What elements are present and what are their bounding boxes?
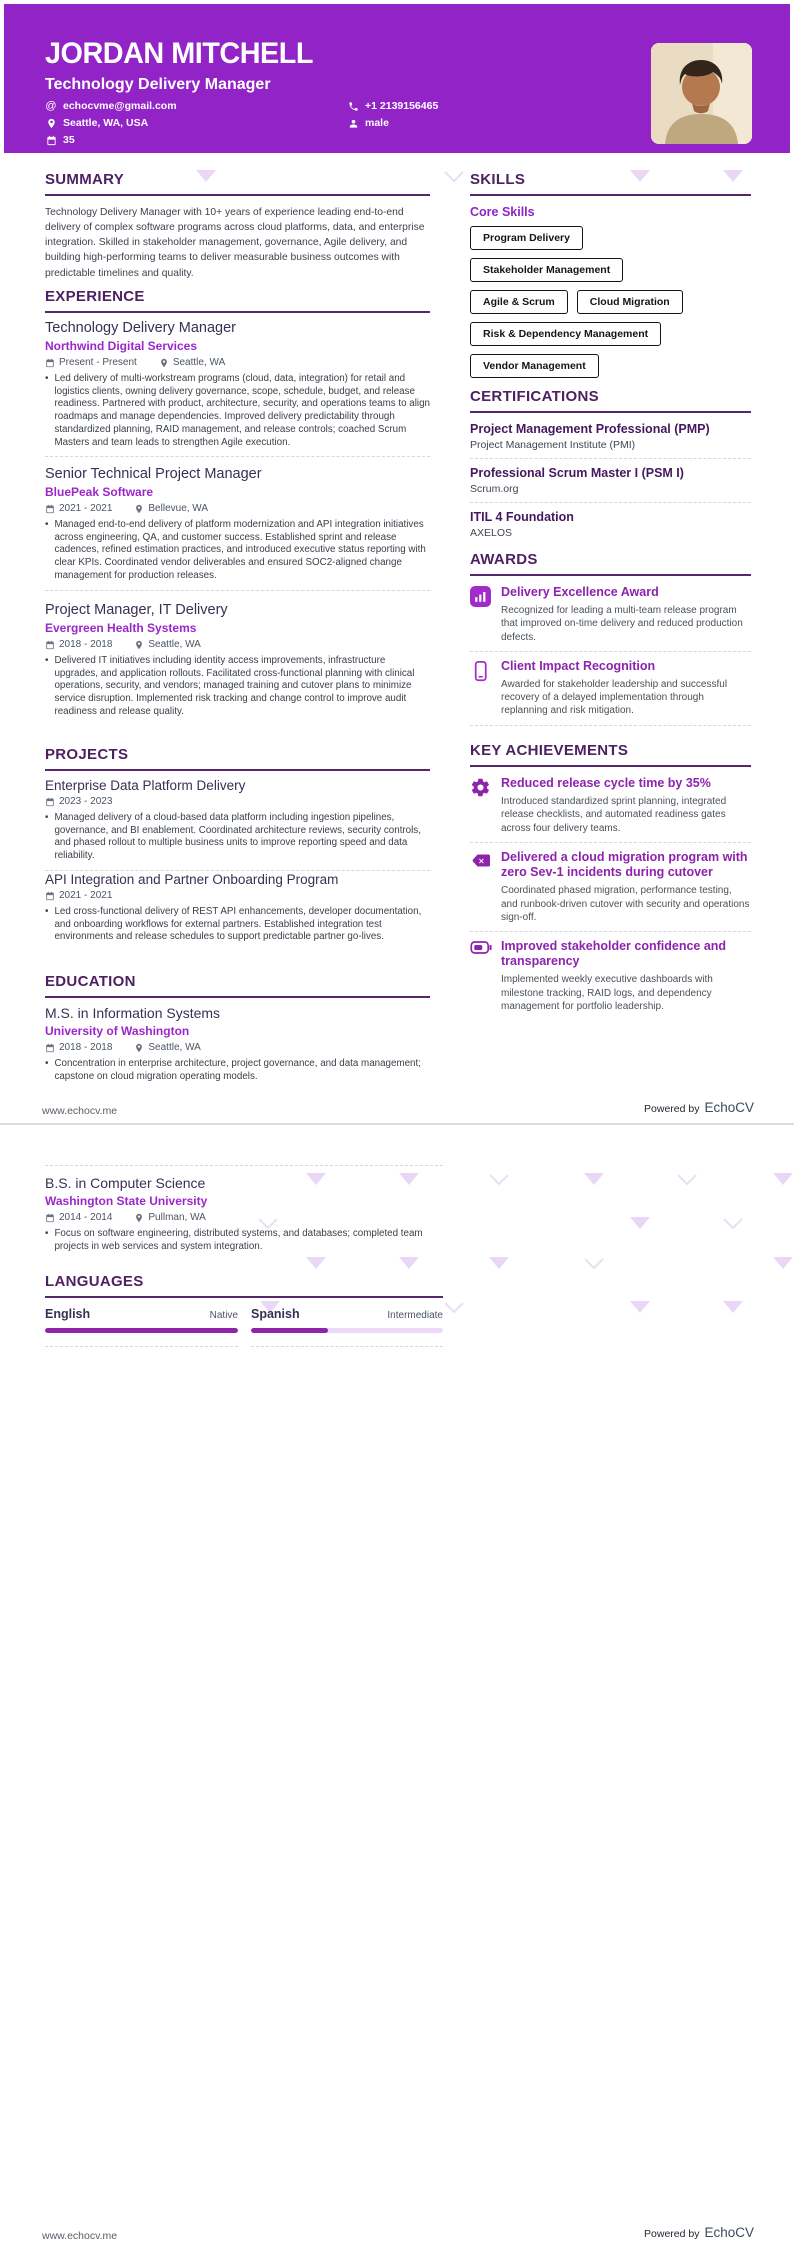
watermark-triangle xyxy=(584,1173,604,1185)
header-banner xyxy=(4,4,790,153)
achievement-entry xyxy=(470,850,751,924)
experience-entry xyxy=(45,320,430,466)
language-level: Native xyxy=(209,1310,238,1321)
profile-photo xyxy=(651,43,752,144)
date-range: 2018 - 2018 xyxy=(45,1042,112,1053)
dashed-divider xyxy=(45,590,430,591)
watermark-triangle xyxy=(723,1301,743,1313)
language-entry xyxy=(45,1307,238,1347)
achievement-description: Coordinated phased migration, performance testing, and runbook-driven cutover with security and operations sign-off. xyxy=(501,885,750,923)
contact-gender-value: male xyxy=(365,117,389,129)
candidate-name: JORDAN MITCHELL xyxy=(45,37,313,70)
watermark-triangle xyxy=(630,1301,650,1313)
resume-page-2 xyxy=(0,1123,794,2248)
summary-heading: SUMMARY xyxy=(45,171,430,196)
watermark-triangle xyxy=(677,1173,697,1191)
achievement-title: Improved stakeholder confidence and transparency xyxy=(501,938,727,969)
certifications-section xyxy=(470,388,751,539)
contact-age-value: 35 xyxy=(63,134,75,146)
skill-chip: Stakeholder Management xyxy=(470,258,623,282)
project-entry xyxy=(45,872,430,960)
phone-icon xyxy=(347,100,359,112)
candidate-title: Technology Delivery Manager xyxy=(45,76,271,93)
footer-site-url: www.echocv.me xyxy=(42,2230,118,2242)
dashed-divider xyxy=(45,1346,238,1347)
experience-section xyxy=(45,288,430,732)
language-name: English xyxy=(45,1307,91,1321)
dashed-divider xyxy=(470,725,751,726)
dashed-divider xyxy=(45,1165,443,1166)
skills-section xyxy=(470,171,751,386)
language-entry xyxy=(251,1307,443,1347)
education-bullet: • Concentration in enterprise architecture, project governance, and data management; capstone on cloud migration operating models. xyxy=(45,1058,421,1082)
certification-issuer: Project Management Institute (PMI) xyxy=(470,439,636,451)
education-entry xyxy=(45,1005,430,1083)
achievement-title: Reduced release cycle time by 35% xyxy=(501,776,711,790)
education-entry xyxy=(45,1175,443,1253)
skills-group-label: Core Skills xyxy=(470,205,535,219)
date-range: 2014 - 2014 xyxy=(45,1212,112,1223)
languages-heading: LANGUAGES xyxy=(45,1273,443,1298)
skills-heading: SKILLS xyxy=(470,171,751,196)
watermark-triangle xyxy=(444,170,464,188)
achievement-entry xyxy=(470,776,751,835)
contact-column-right xyxy=(347,100,438,129)
company-name: Evergreen Health Systems xyxy=(45,621,197,635)
dashed-divider xyxy=(45,870,430,871)
project-title: API Integration and Partner Onboarding Program xyxy=(45,872,339,887)
page-footer xyxy=(42,1099,754,1117)
job-bullet: • Managed end-to-end delivery of platform modernization and API integration initiatives across engineering, QA, and customer success. Established sprint and release cadences, refined estimation practices, and introduced executive status reporting with clear KPIs. Coordinated vendor deliverables and ensured SOC2-aligned change management for production releases. xyxy=(45,519,426,581)
person-icon xyxy=(347,117,359,129)
awards-section xyxy=(470,551,751,733)
resume-page-1 xyxy=(0,0,794,1123)
bar-chart-icon xyxy=(470,585,492,644)
job-bullet: • Delivered IT initiatives including identity access improvements, infrastructure upgrades, and application rollouts. Facilitated cross-functional planning with clinical operations, security, and vendors; managed training and cutover plans to minimize service disruption. Implemented risk tracking and change control to improve audit readiness and release quality. xyxy=(45,655,415,717)
degree-title: B.S. in Computer Science xyxy=(45,1175,206,1191)
awards-heading: AWARDS xyxy=(470,551,751,576)
project-bullet: • Managed delivery of a cloud-based data platform including ingestion pipelines, governance, and BI enablement. Coordinated architecture reviews, security controls, and phased rollout to multiple business units to improve reporting speed and data reliability. xyxy=(45,812,421,862)
language-proficiency-bar xyxy=(251,1328,443,1333)
certifications-heading: CERTIFICATIONS xyxy=(470,388,751,413)
calendar-icon xyxy=(45,134,57,146)
contact-location-value: Seattle, WA, USA xyxy=(63,117,149,129)
achievement-entry xyxy=(470,939,751,1013)
award-description: Awarded for stakeholder leadership and successful recovery of a delayed implementation through replanning and risk mitigation. xyxy=(501,679,728,717)
experience-entry xyxy=(45,602,430,732)
page-footer xyxy=(42,2224,754,2242)
school-name: Washington State University xyxy=(45,1194,208,1208)
language-level: Intermediate xyxy=(387,1310,443,1321)
date-range: 2018 - 2018 xyxy=(45,639,112,650)
dashed-divider xyxy=(470,458,751,459)
achievement-title: Delivered a cloud migration program with zero Sev-1 incidents during cutover xyxy=(501,849,748,880)
watermark-triangle xyxy=(306,1257,326,1269)
summary-section xyxy=(45,171,430,281)
watermark-triangle xyxy=(489,1173,509,1191)
project-entry xyxy=(45,778,430,872)
date-range: 2023 - 2023 xyxy=(45,796,112,807)
contact-column-left xyxy=(45,100,177,146)
certification-issuer: Scrum.org xyxy=(470,483,519,495)
skill-chip: Cloud Migration xyxy=(577,290,683,314)
smartphone-icon xyxy=(470,659,492,718)
job-bullet: • Led delivery of multi-workstream programs (cloud, data, integration) for retail and logistics clients, owning delivery governance, scope, schedule, budget, and release readiness. Partnered with product, architecture, security, and operations teams to align roadmaps and manage dependencies. Improved delivery predictability through standardized planning, RAID management, and release controls; coached Scrum Masters and team leads to strengthen Agile execution. xyxy=(45,373,430,448)
school-name: University of Washington xyxy=(45,1024,190,1038)
degree-title: M.S. in Information Systems xyxy=(45,1005,221,1021)
skill-chip: Program Delivery xyxy=(470,226,583,250)
job-location: Seattle, WA xyxy=(159,357,225,368)
watermark-triangle xyxy=(444,1301,464,1319)
email-icon: @ xyxy=(45,100,57,112)
education-section xyxy=(45,973,430,1083)
date-range: Present - Present xyxy=(45,357,137,368)
education-bullet: • Focus on software engineering, distributed systems, and databases; completed team projects in web services and system integration. xyxy=(45,1228,423,1252)
contact-location xyxy=(45,117,177,129)
svg-text:×: × xyxy=(478,856,485,866)
echocv-brand: EchoCV xyxy=(704,2225,754,2240)
contact-email xyxy=(45,100,177,112)
projects-section xyxy=(45,746,430,960)
footer-site-url: www.echocv.me xyxy=(42,1105,118,1117)
tag-icon xyxy=(470,850,492,924)
award-entry xyxy=(470,659,751,718)
contact-age xyxy=(45,134,177,146)
dashed-divider xyxy=(470,931,751,932)
watermark-triangle xyxy=(630,1217,650,1229)
skill-chip: Vendor Management xyxy=(470,354,599,378)
dashed-divider xyxy=(470,502,751,503)
key-achievements-heading: KEY ACHIEVEMENTS xyxy=(470,742,751,767)
battery-icon xyxy=(470,939,492,1013)
summary-text: Technology Delivery Manager with 10+ years of experience leading end-to-end delivery of complex software programs across cloud platforms, data, and enterprise integration. Skilled in stakeholder management, governance, Agile delivery, and building high-performing teams to deliver measurable business outcomes with predictable timelines and quality. xyxy=(45,207,425,279)
skill-chip: Agile & Scrum xyxy=(470,290,568,314)
company-name: Northwind Digital Services xyxy=(45,339,198,353)
watermark-triangle xyxy=(489,1257,509,1269)
certification-entry xyxy=(470,422,751,451)
watermark-triangle xyxy=(723,1217,743,1235)
project-bullet: • Led cross-functional delivery of REST API enhancements, developer documentation, and onboarding workflows for external partners. Established integration test environments and release schedules to support predictable partner go-lives. xyxy=(45,906,422,943)
projects-heading: PROJECTS xyxy=(45,746,430,771)
skill-chip: Risk & Dependency Management xyxy=(470,322,661,346)
dashed-divider xyxy=(470,842,751,843)
language-proficiency-bar xyxy=(45,1328,238,1333)
watermark-triangle xyxy=(773,1173,793,1185)
education-heading: EDUCATION xyxy=(45,973,430,998)
contact-email-value: echocvme@gmail.com xyxy=(63,100,177,112)
award-title: Delivery Excellence Award xyxy=(501,585,659,599)
award-title: Client Impact Recognition xyxy=(501,658,656,673)
award-description: Recognized for leading a multi-team release program that improved on-time delivery and reduced production defects. xyxy=(501,605,743,643)
language-name: Spanish xyxy=(251,1307,300,1321)
job-title: Project Manager, IT Delivery xyxy=(45,602,228,618)
job-location: Bellevue, WA xyxy=(134,503,208,514)
certification-issuer: AXELOS xyxy=(470,527,513,539)
watermark-triangle xyxy=(584,1257,604,1275)
school-location: Pullman, WA xyxy=(134,1212,205,1223)
award-entry xyxy=(470,585,751,644)
footer-powered-by: Powered by EchoCV xyxy=(644,2225,754,2240)
dashed-divider xyxy=(45,456,430,457)
experience-entry xyxy=(45,466,430,602)
job-title: Senior Technical Project Manager xyxy=(45,466,262,482)
dashed-divider xyxy=(251,1346,443,1347)
contact-phone-value: +1 2139156465 xyxy=(365,100,439,112)
experience-heading: EXPERIENCE xyxy=(45,288,430,313)
date-range: 2021 - 2021 xyxy=(45,890,112,901)
school-location: Seattle, WA xyxy=(134,1042,200,1053)
footer-powered-by: Powered by EchoCV xyxy=(644,1100,754,1115)
certification-name: ITIL 4 Foundation xyxy=(470,510,574,524)
project-title: Enterprise Data Platform Delivery xyxy=(45,778,246,793)
date-range: 2021 - 2021 xyxy=(45,503,112,514)
contact-phone xyxy=(347,100,438,112)
watermark-triangle xyxy=(399,1257,419,1269)
certification-name: Professional Scrum Master I (PSM I) xyxy=(470,466,684,480)
contact-gender xyxy=(347,117,438,129)
achievement-description: Introduced standardized sprint planning, integrated release checklists, and automated readiness gates across four delivery teams. xyxy=(501,796,727,834)
watermark-triangle xyxy=(773,1257,793,1269)
gear-icon xyxy=(470,776,492,835)
job-title: Technology Delivery Manager xyxy=(45,320,237,336)
languages-section xyxy=(45,1273,443,1347)
echocv-brand: EchoCV xyxy=(704,1100,754,1115)
achievement-description: Implemented weekly executive dashboards with milestone tracking, RAID logs, and dependency management for portfolio leadership. xyxy=(501,974,713,1012)
dashed-divider xyxy=(470,651,751,652)
certification-entry xyxy=(470,510,751,539)
certification-name: Project Management Professional (PMP) xyxy=(470,422,710,436)
location-pin-icon xyxy=(45,117,57,129)
company-name: BluePeak Software xyxy=(45,485,154,499)
key-achievements-section xyxy=(470,742,751,1013)
job-location: Seattle, WA xyxy=(134,639,200,650)
certification-entry xyxy=(470,466,751,495)
